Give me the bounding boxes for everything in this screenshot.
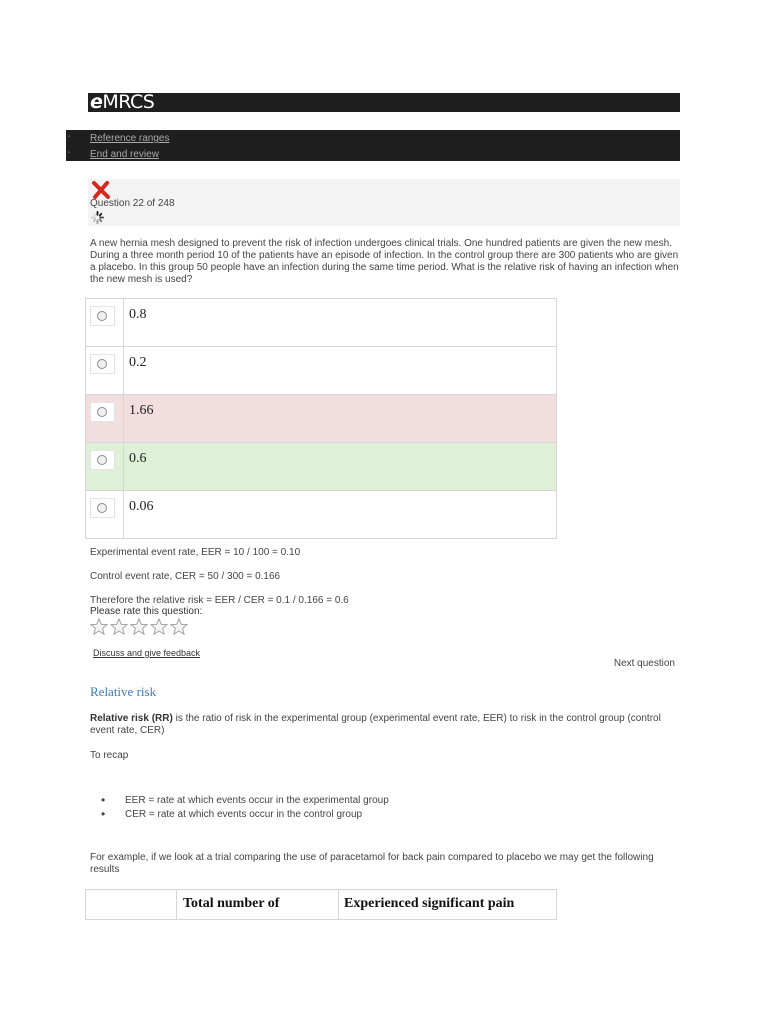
radio-cell [86,299,124,346]
recap-text: To recap [90,750,129,761]
emrcs-logo[interactable]: eMRCS [90,91,155,113]
answer-option-0-2[interactable] [86,347,556,395]
answer-label: 0.06 [129,499,154,514]
radio-cell [86,395,124,442]
discuss-feedback-link[interactable]: Discuss and give feedback [93,648,201,658]
star-rating [90,618,190,636]
example-text: For example, if we look at a trial comparing the use of paracetamol for back pain compared to placebo we may get the following results [90,852,654,875]
nav-link-end-and-review[interactable]: End and review [90,149,159,160]
next-question-link[interactable]: Next question [613,658,675,669]
rating-label: Please rate this question: [90,606,203,617]
explanation-cer: Control event rate, CER = 50 / 300 = 0.166 [90,571,281,582]
question-header [88,179,680,226]
answer-options [85,298,557,539]
answer-option-0-8[interactable] [86,299,556,347]
radio-cell [86,491,124,538]
table-header-cell: Experienced significant pain [344,896,515,911]
navigation-bar [66,130,680,161]
table-header-cell: Total number of [177,890,339,919]
nav-link-reference-ranges[interactable]: Reference ranges [90,133,170,144]
spinner-icon [91,211,104,224]
star-icon[interactable] [110,618,128,636]
answer-label: 0.6 [129,451,147,466]
question-text: A new hernia mesh designed to prevent the risk of infection undergoes clinical trials. One hundred patients are given the new mesh. During a three month period 10 of the patients have an episode of infection. In the control group there are 300 patients who are given a placebo. In this group 50 people have an infection during the same time period. What is the relative risk of having an infection when the new mesh is used? [90,238,679,285]
red-cross-icon [91,180,111,200]
results-table [85,889,557,920]
notes-title: Relative risk [90,684,157,699]
answer-option-0-06[interactable] [86,491,556,539]
star-icon[interactable] [90,618,108,636]
radio-button[interactable] [90,450,115,470]
explanation-eer: Experimental event rate, EER = 10 / 100 = 0.10 [90,547,301,558]
question-counter: Question 22 of 248 [90,198,175,209]
answer-option-1-66-wrong[interactable] [86,395,556,443]
star-icon[interactable] [150,618,168,636]
recap-list [106,795,389,823]
star-icon[interactable] [130,618,148,636]
radio-cell [86,443,124,490]
star-icon[interactable] [170,618,188,636]
answer-label: 0.8 [129,307,147,322]
list-item: • EER = rate at which events occur in the experimental group [106,795,389,809]
list-item: • CER = rate at which events occur in the control group [106,809,389,823]
nav-bullet-icon: ▪ [68,150,71,156]
explanation-rr: Therefore the relative risk = EER / CER = 0.1 / 0.166 = 0.6 [90,595,349,606]
radio-button[interactable] [90,306,115,326]
header-logo-bar [88,93,680,112]
radio-button[interactable] [90,498,115,518]
table-header-cell [86,890,177,919]
nav-bullet-icon: ▪ [68,134,71,140]
radio-cell [86,347,124,394]
answer-option-0-6-correct[interactable] [86,443,556,491]
relative-risk-definition: Relative risk (RR) is the ratio of risk in the experimental group (experimental event rate, EER) to risk in the control group (control event rate, CER) [90,713,661,736]
answer-label: 1.66 [129,403,154,418]
radio-button[interactable] [90,354,115,374]
radio-button[interactable] [90,402,115,422]
answer-label: 0.2 [129,355,147,370]
